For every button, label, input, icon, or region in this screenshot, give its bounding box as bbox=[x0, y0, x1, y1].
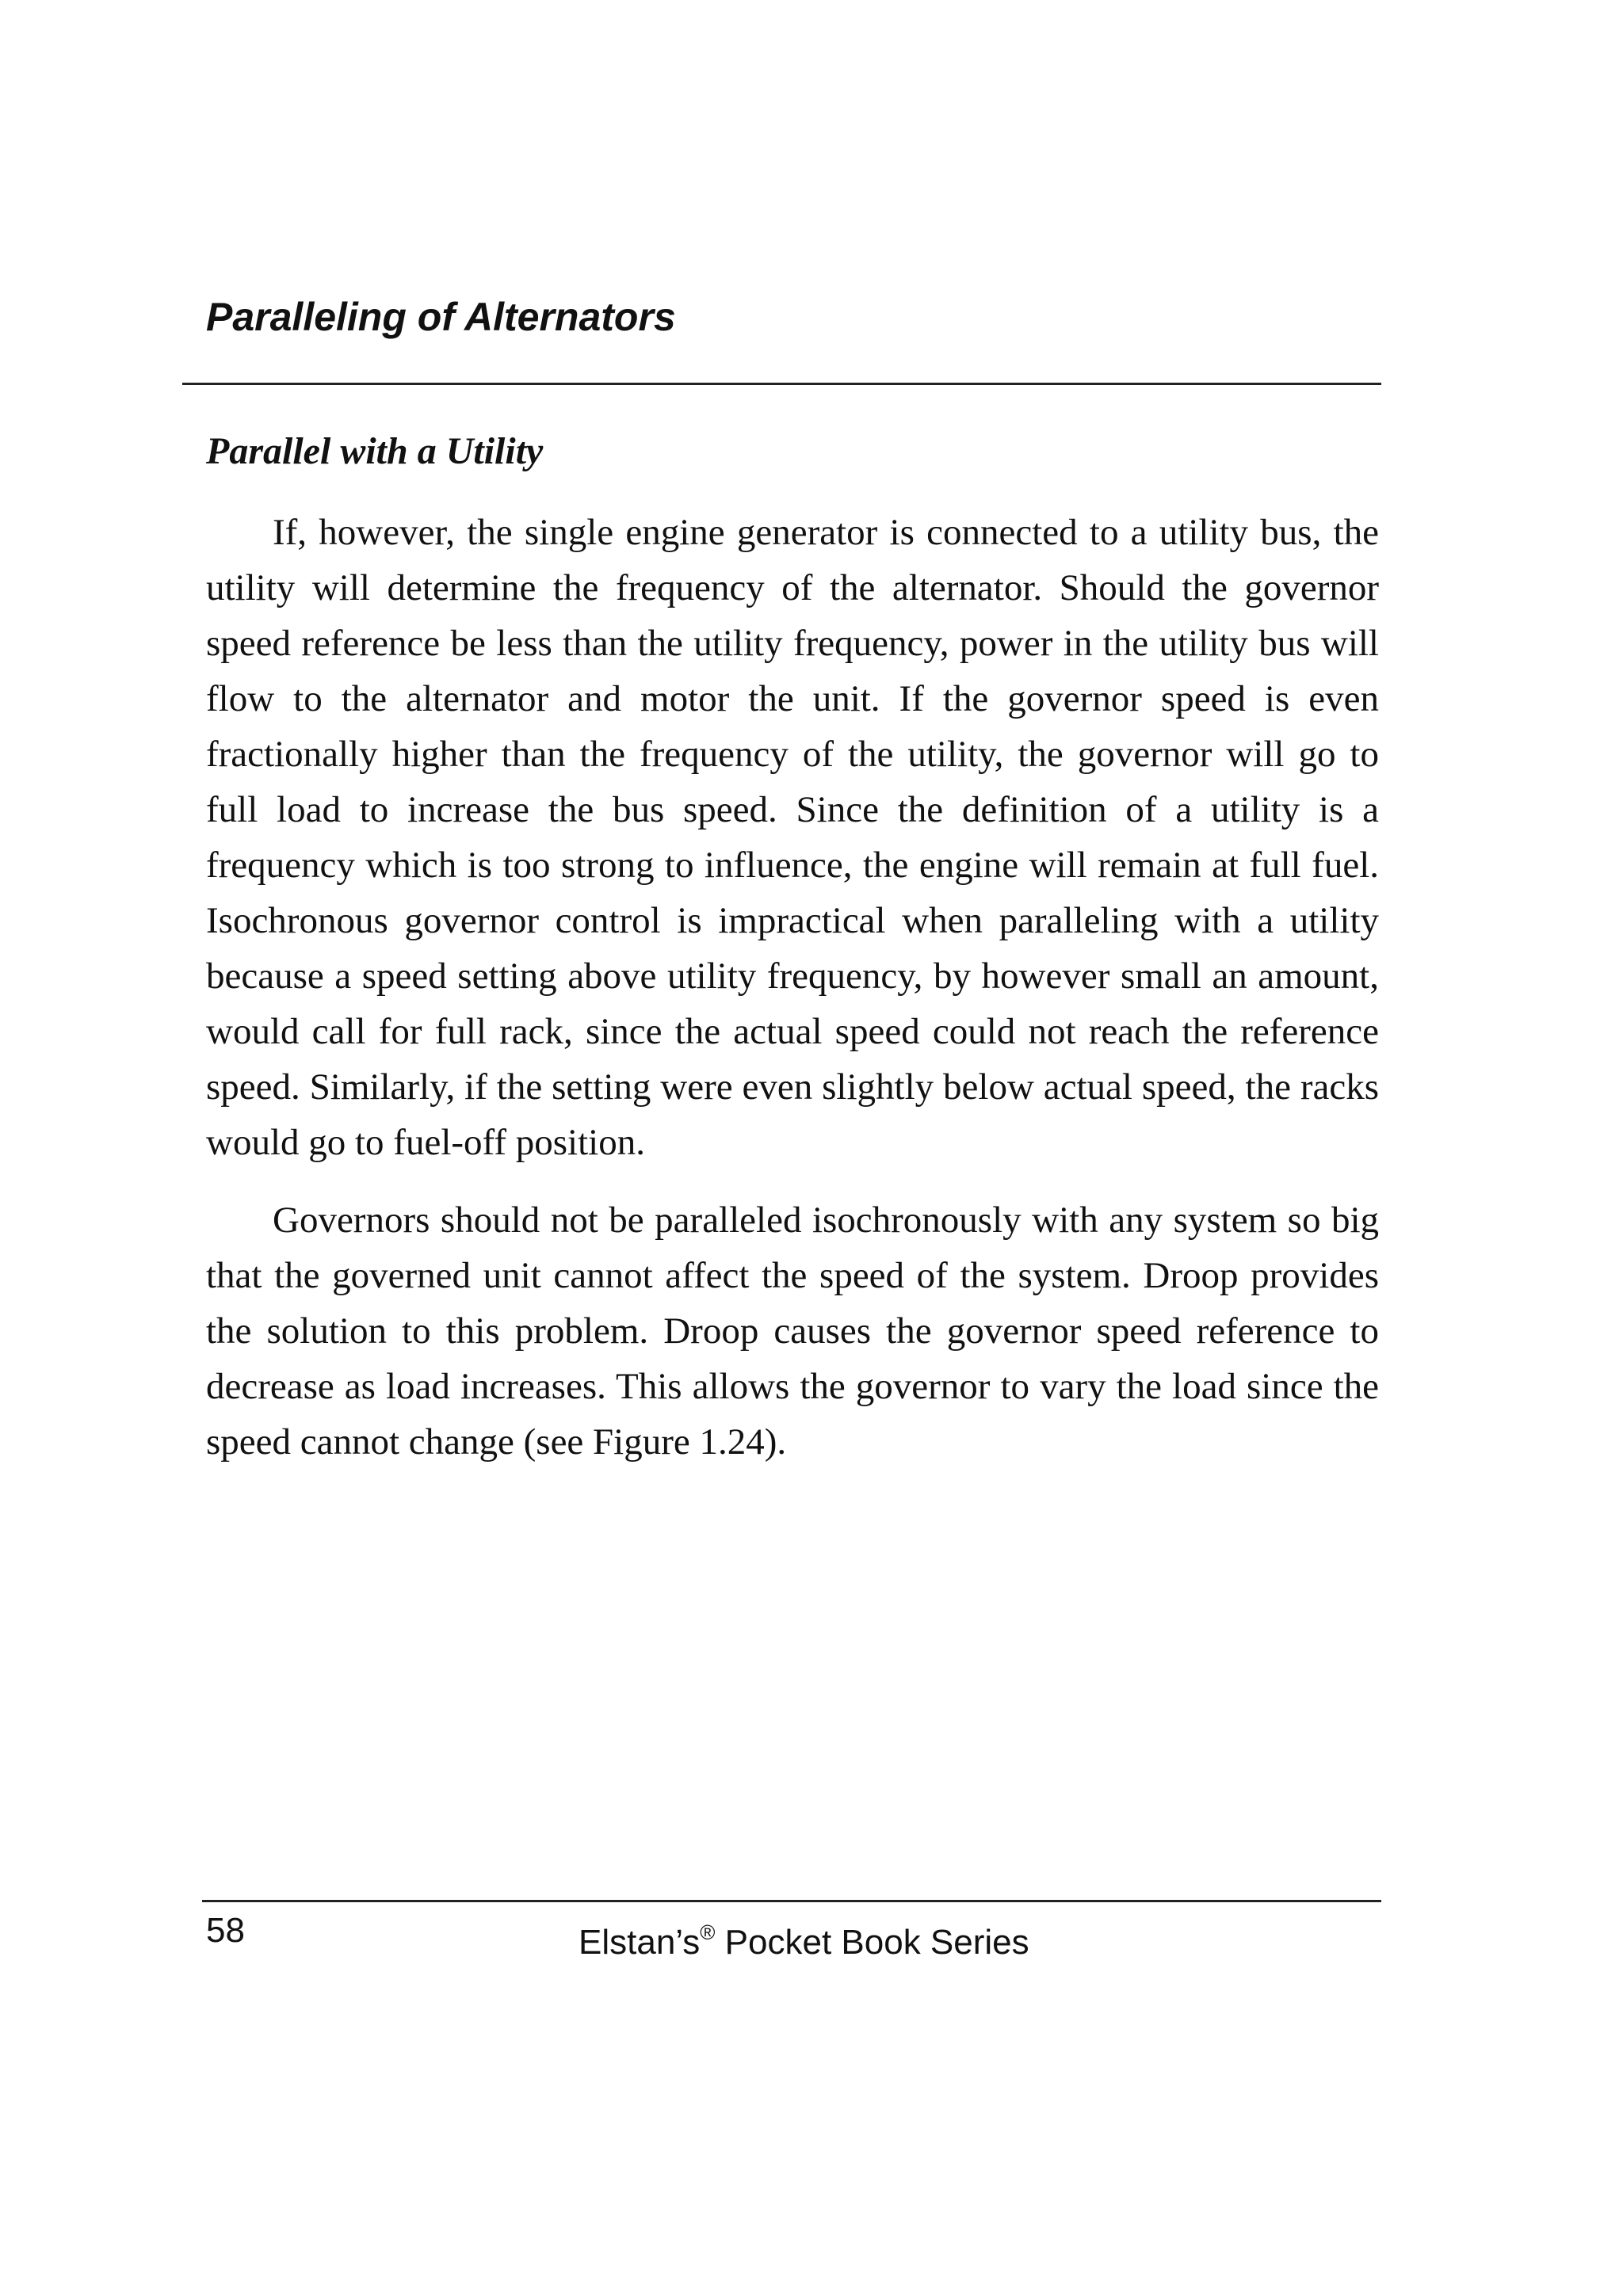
registered-mark: ® bbox=[700, 1920, 716, 1944]
series-title bbox=[579, 1911, 1029, 1964]
page-number: 58 bbox=[206, 1911, 245, 1950]
footer-rule bbox=[202, 1900, 1381, 1902]
body-text bbox=[206, 505, 1379, 1470]
series-name: Elstan’s bbox=[579, 1923, 701, 1962]
header-rule bbox=[182, 383, 1381, 385]
running-head-title: Paralleling of Alternators bbox=[206, 295, 676, 339]
paragraph-2: Governors should not be paralleled isochronously with any system so big that the governed unit cannot affect the speed of the system. Droop provides the solution to this problem. Droop causes the governor speed reference to decrease as load increases. This allows the governor to vary the load since the speed cannot change (see Figure 1.24). bbox=[206, 1199, 1379, 1463]
series-suffix: Pocket Book Series bbox=[715, 1923, 1029, 1962]
section-heading: Parallel with a Utility bbox=[206, 430, 544, 472]
paragraph-1: If, however, the single engine generator is connected to a utility bus, the utility will determine the frequency of the alternator. Should the governor speed reference be less than the utility frequency, power in the utility bus will flow to the alternator and motor the unit. If the governor speed is even fractionally higher than the frequency of the utility, the governor will go to full load to increase the bus speed. Since the definition of a utility is a frequency which is too strong to influence, the engine will remain at full fuel. Isochronous governor control is impractical when paralleling with a utility because a speed setting above utility frequency, by however small an amount, would call for full rack, since the actual speed could not reach the reference speed. Similarly, if the setting were even slightly below actual speed, the racks would go to fuel-off position. bbox=[206, 512, 1379, 1163]
